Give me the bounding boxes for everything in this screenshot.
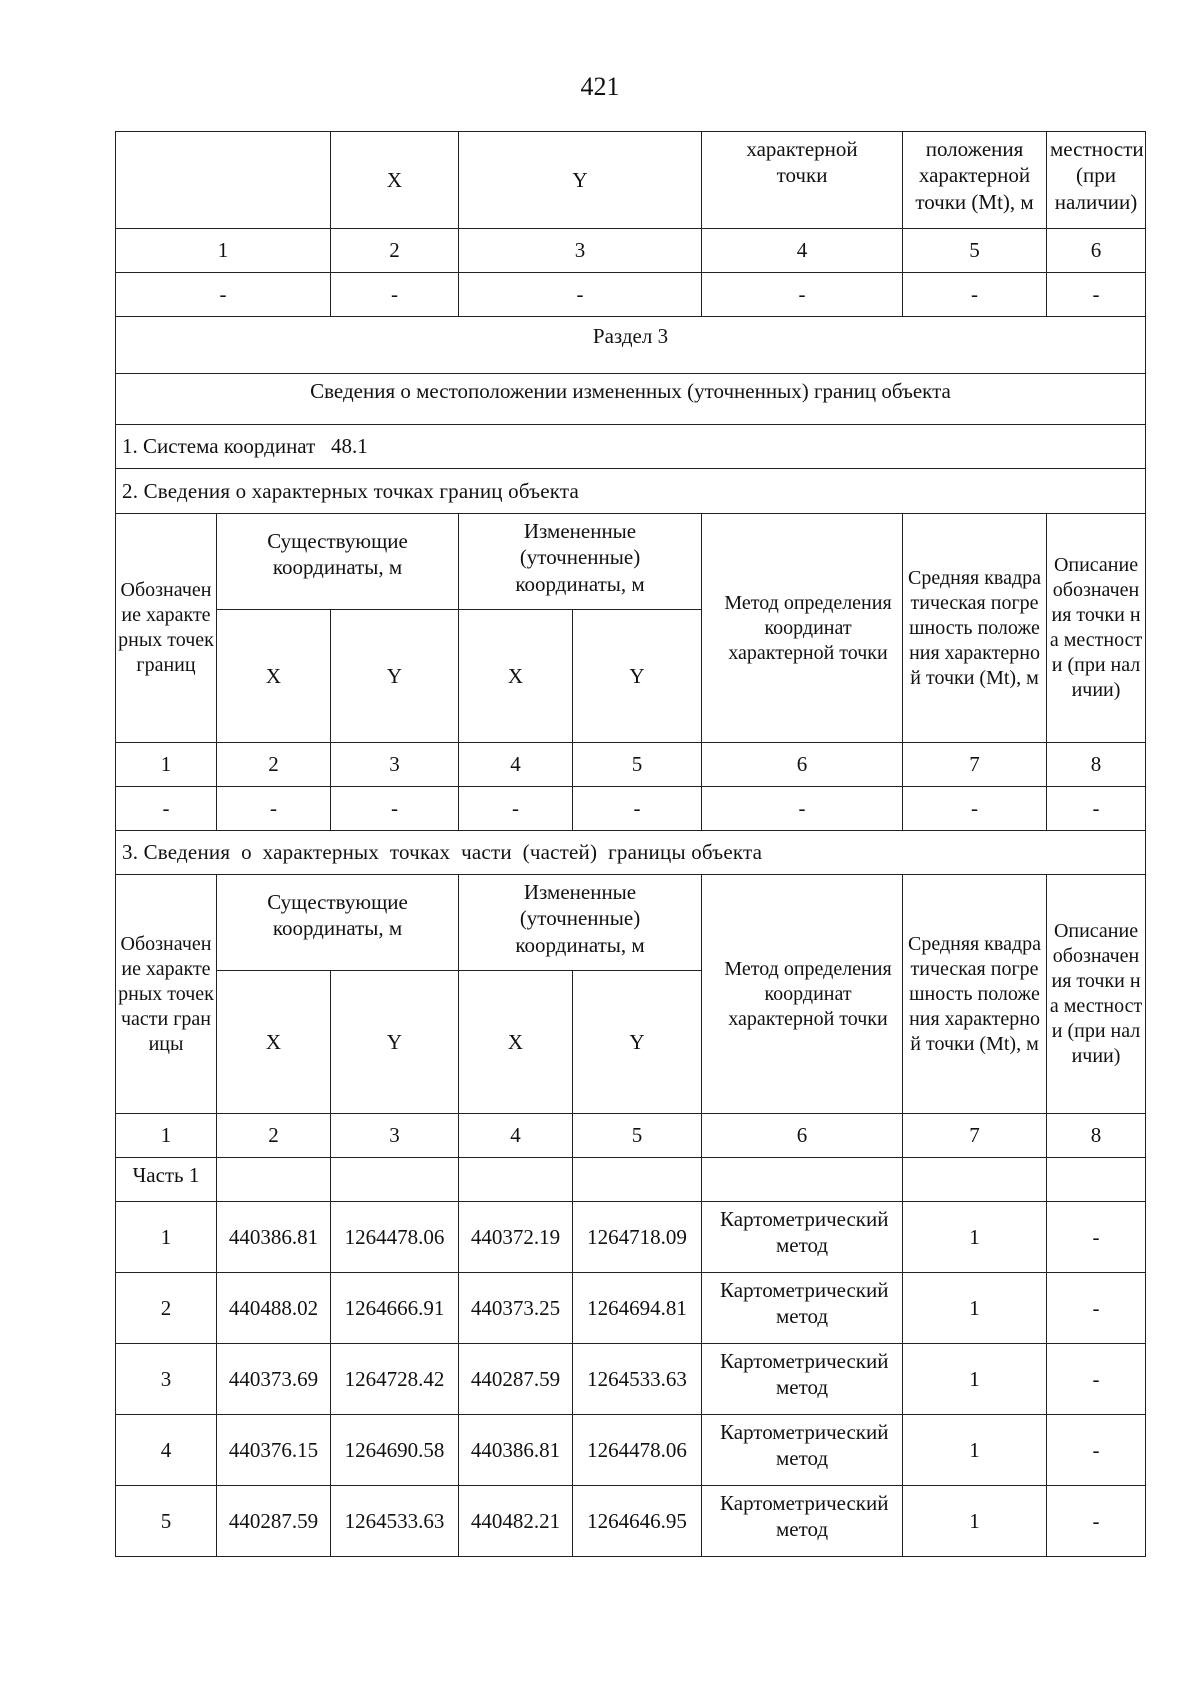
description-value: -: [1047, 1486, 1146, 1557]
table2-data-row: [116, 787, 1146, 831]
table2-col-point: Обозначение характерных точек границ: [116, 514, 217, 743]
table3-index-cell: 2: [217, 1114, 331, 1158]
table2-index-cell: 5: [573, 743, 702, 787]
method-value: Картометрический метод: [702, 1344, 903, 1415]
table2-data-cell: -: [331, 787, 459, 831]
table1-data-cell: -: [116, 273, 331, 317]
existing-x-value: 440376.15: [217, 1415, 331, 1486]
table2-existing-x: X: [217, 610, 331, 743]
part2-title-row: [116, 469, 1146, 514]
table2-data-cell: -: [459, 787, 573, 831]
table3-empty-cell: [702, 1158, 903, 1202]
table2-index-cell: 2: [217, 743, 331, 787]
table3-index-cell: 3: [331, 1114, 459, 1158]
table2-col-existing: Существующие координаты, м: [217, 514, 459, 610]
table2-existing-y: Y: [331, 610, 459, 743]
table3-data-row: [116, 1273, 1146, 1344]
method-value: Картометрический метод: [702, 1486, 903, 1557]
changed-x-value: 440372.19: [459, 1202, 573, 1273]
table2-data-cell: -: [1047, 787, 1146, 831]
method-value: Картометрический метод: [702, 1415, 903, 1486]
table3-col-method: Метод определения координат характерной точки: [702, 875, 903, 1114]
changed-x-value: 440482.21: [459, 1486, 573, 1557]
existing-y-value: 1264478.06: [331, 1202, 459, 1273]
table3-index-cell: 6: [702, 1114, 903, 1158]
method-value: Картометрический метод: [702, 1202, 903, 1273]
part3-title-row: [116, 831, 1146, 875]
table3-empty-cell: [459, 1158, 573, 1202]
table2-index-cell: 6: [702, 743, 903, 787]
table3-header-row-1: [116, 875, 1146, 971]
changed-x-value: 440386.81: [459, 1415, 573, 1486]
table1-data-cell: -: [459, 273, 702, 317]
table3-empty-cell: [1047, 1158, 1146, 1202]
table2-col-error: Средняя квадратическая погрешность положения характерной точки (Mt), м: [903, 514, 1047, 743]
table2-changed-x: X: [459, 610, 573, 743]
table2-changed-y: Y: [573, 610, 702, 743]
table1-data-row: [116, 273, 1146, 317]
table3-data-row: [116, 1344, 1146, 1415]
table2-index-cell: 3: [331, 743, 459, 787]
changed-y-value: 1264478.06: [573, 1415, 702, 1486]
changed-y-value: 1264646.95: [573, 1486, 702, 1557]
table1-header-x: X: [331, 132, 459, 229]
description-value: -: [1047, 1273, 1146, 1344]
table3-index-cell: 5: [573, 1114, 702, 1158]
table2-header-row-1: [116, 514, 1146, 610]
table3-changed-y: Y: [573, 971, 702, 1114]
table2-data-cell: -: [116, 787, 217, 831]
point-number: 1: [116, 1202, 217, 1273]
table1-index-cell: 1: [116, 229, 331, 273]
description-value: -: [1047, 1344, 1146, 1415]
table1-data-cell: -: [331, 273, 459, 317]
part3-title: 3. Сведения о характерных точках части (частей) границы объекта: [116, 831, 1146, 875]
table3-index-cell: 1: [116, 1114, 217, 1158]
method-value: Картометрический метод: [702, 1273, 903, 1344]
table3-col-changed: Измененные (уточненные) координаты, м: [459, 875, 702, 971]
boundary-document-table: [115, 131, 1146, 1557]
changed-x-value: 440287.59: [459, 1344, 573, 1415]
table2-col-description: Описание обозначения точки на местности (при наличии): [1047, 514, 1146, 743]
existing-y-value: 1264666.91: [331, 1273, 459, 1344]
table1-index-row: [116, 229, 1146, 273]
table1-index-cell: 6: [1047, 229, 1146, 273]
table3-existing-x: X: [217, 971, 331, 1114]
table3-data-row: [116, 1415, 1146, 1486]
changed-y-value: 1264718.09: [573, 1202, 702, 1273]
table1-data-cell: -: [702, 273, 903, 317]
table1-header-location: местности (при наличии): [1047, 132, 1146, 229]
table3-data-row: [116, 1486, 1146, 1557]
table1-header-y: Y: [459, 132, 702, 229]
table2-index-cell: 1: [116, 743, 217, 787]
coordinate-system-row: [116, 425, 1146, 469]
table3-empty-cell: [903, 1158, 1047, 1202]
table3-part-label: Часть 1: [116, 1158, 217, 1202]
table1-index-cell: 2: [331, 229, 459, 273]
page-number: 421: [580, 72, 620, 101]
table1-index-cell: 4: [702, 229, 903, 273]
section-title-row: [116, 317, 1146, 374]
table3-index-cell: 7: [903, 1114, 1047, 1158]
existing-y-value: 1264728.42: [331, 1344, 459, 1415]
existing-y-value: 1264690.58: [331, 1415, 459, 1486]
table3-part-row: [116, 1158, 1146, 1202]
table2-data-cell: -: [573, 787, 702, 831]
table3-index-cell: 4: [459, 1114, 573, 1158]
section-subtitle-row: [116, 374, 1146, 425]
existing-x-value: 440287.59: [217, 1486, 331, 1557]
table3-col-point: Обозначение характерных точек части границы: [116, 875, 217, 1114]
table3-existing-y: Y: [331, 971, 459, 1114]
table2-col-method: Метод определения координат характерной точки: [702, 514, 903, 743]
table3-data-row: [116, 1202, 1146, 1273]
table1-data-cell: -: [1047, 273, 1146, 317]
table3-col-existing: Существующие координаты, м: [217, 875, 459, 971]
mt-value: 1: [903, 1344, 1047, 1415]
changed-y-value: 1264533.63: [573, 1344, 702, 1415]
existing-x-value: 440386.81: [217, 1202, 331, 1273]
table3-col-description: Описание обозначения точки на местности (при наличии): [1047, 875, 1146, 1114]
table1-header-point: характерной точки: [702, 132, 903, 229]
table3-index-cell: 8: [1047, 1114, 1146, 1158]
mt-value: 1: [903, 1415, 1047, 1486]
table3-changed-x: X: [459, 971, 573, 1114]
table3-empty-cell: [331, 1158, 459, 1202]
point-number: 4: [116, 1415, 217, 1486]
table3-empty-cell: [573, 1158, 702, 1202]
table2-data-cell: -: [217, 787, 331, 831]
part2-title: 2. Сведения о характерных точках границ объекта: [116, 469, 1146, 514]
section-title: Раздел 3: [116, 317, 1146, 374]
point-number: 2: [116, 1273, 217, 1344]
table3-empty-cell: [217, 1158, 331, 1202]
table2-index-cell: 8: [1047, 743, 1146, 787]
table2-col-changed: Измененные (уточненные) координаты, м: [459, 514, 702, 610]
table1-index-cell: 5: [903, 229, 1047, 273]
table1-header-row: [116, 132, 1146, 229]
table2-index-cell: 4: [459, 743, 573, 787]
existing-x-value: 440488.02: [217, 1273, 331, 1344]
table1-data-cell: -: [903, 273, 1047, 317]
point-number: 3: [116, 1344, 217, 1415]
table2-data-cell: -: [702, 787, 903, 831]
table2-data-cell: -: [903, 787, 1047, 831]
table3-col-error: Средняя квадратическая погрешность положения характерной точки (Mt), м: [903, 875, 1047, 1114]
description-value: -: [1047, 1415, 1146, 1486]
existing-y-value: 1264533.63: [331, 1486, 459, 1557]
mt-value: 1: [903, 1273, 1047, 1344]
table1-index-cell: 3: [459, 229, 702, 273]
section-subtitle: Сведения о местоположении измененных (уточненных) границ объекта: [116, 374, 1146, 425]
changed-x-value: 440373.25: [459, 1273, 573, 1344]
existing-x-value: 440373.69: [217, 1344, 331, 1415]
mt-value: 1: [903, 1486, 1047, 1557]
point-number: 5: [116, 1486, 217, 1557]
mt-value: 1: [903, 1202, 1047, 1273]
description-value: -: [1047, 1202, 1146, 1273]
table1-header-cell-1: [116, 132, 331, 229]
table3-index-row: [116, 1114, 1146, 1158]
coordinate-system: 1. Система координат 48.1: [116, 425, 1146, 469]
table2-index-cell: 7: [903, 743, 1047, 787]
changed-y-value: 1264694.81: [573, 1273, 702, 1344]
table1-header-accuracy: положения характерной точки (Mt), м: [903, 132, 1047, 229]
table2-index-row: [116, 743, 1146, 787]
